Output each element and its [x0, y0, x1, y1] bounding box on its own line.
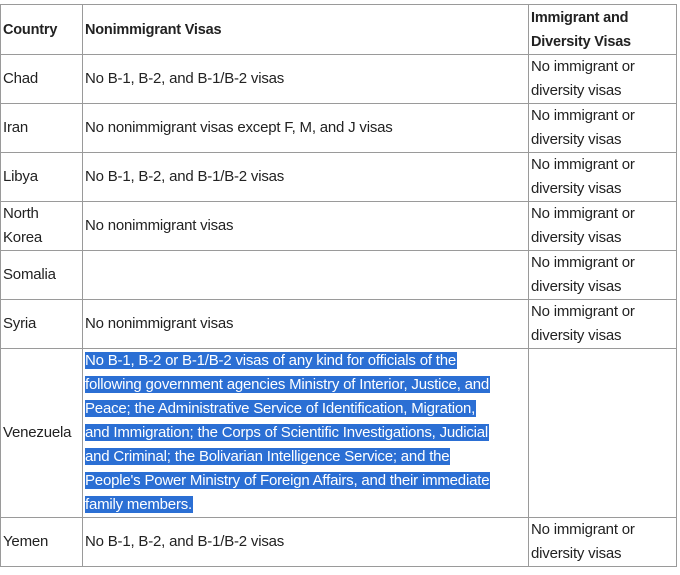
nonimmigrant-cell: No B-1, B-2, and B-1/B-2 visas [83, 518, 529, 567]
immigrant-cell: No immigrant or diversity visas [529, 104, 677, 153]
table-row-venezuela [1, 349, 677, 518]
table-row-chad [1, 55, 677, 104]
visa-restrictions-table [0, 4, 677, 567]
country-cell: Iran [1, 104, 83, 153]
country-cell: Yemen [1, 518, 83, 567]
nonimmigrant-cell [83, 251, 529, 300]
table-header-row [1, 5, 677, 55]
nonimmigrant-cell: No nonimmigrant visas [83, 202, 529, 251]
nonimmigrant-cell[interactable] [83, 349, 529, 518]
nonimmigrant-cell: No B-1, B-2, and B-1/B-2 visas [83, 153, 529, 202]
country-cell: Libya [1, 153, 83, 202]
header-nonimmigrant-visas: Nonimmigrant Visas [83, 5, 529, 55]
table-row-somalia [1, 251, 677, 300]
selected-text[interactable]: No B-1, B-2 or B-1/B-2 visas of any kind for officials of the following government agencies Ministry of Interior, Justice, and Peace; the Administrative Service of Identification, Migration, and Immigration; the Corps of Scientific Investigations, Judicial and Criminal; the Bolivarian Intelligence Service; and the People's Power Ministry of Foreign Affairs, and their immediate family members. [85, 352, 490, 513]
immigrant-cell: No immigrant or diversity visas [529, 55, 677, 104]
header-immigrant-diversity-visas: Immigrant and Diversity Visas [529, 5, 677, 55]
table-row-libya [1, 153, 677, 202]
immigrant-cell: No immigrant or diversity visas [529, 518, 677, 567]
immigrant-cell: No immigrant or diversity visas [529, 251, 677, 300]
country-cell: Somalia [1, 251, 83, 300]
immigrant-cell: No immigrant or diversity visas [529, 153, 677, 202]
immigrant-cell: No immigrant or diversity visas [529, 202, 677, 251]
country-cell: Syria [1, 300, 83, 349]
country-cell: North Korea [1, 202, 83, 251]
country-cell: Chad [1, 55, 83, 104]
immigrant-cell [529, 349, 677, 518]
table-row-north-korea [1, 202, 677, 251]
country-cell: Venezuela [1, 349, 83, 518]
nonimmigrant-cell: No nonimmigrant visas except F, M, and J visas [83, 104, 529, 153]
nonimmigrant-cell: No B-1, B-2, and B-1/B-2 visas [83, 55, 529, 104]
table-row-iran [1, 104, 677, 153]
table-row-syria [1, 300, 677, 349]
nonimmigrant-cell: No nonimmigrant visas [83, 300, 529, 349]
immigrant-cell: No immigrant or diversity visas [529, 300, 677, 349]
table-row-yemen [1, 518, 677, 567]
header-country: Country [1, 5, 83, 55]
